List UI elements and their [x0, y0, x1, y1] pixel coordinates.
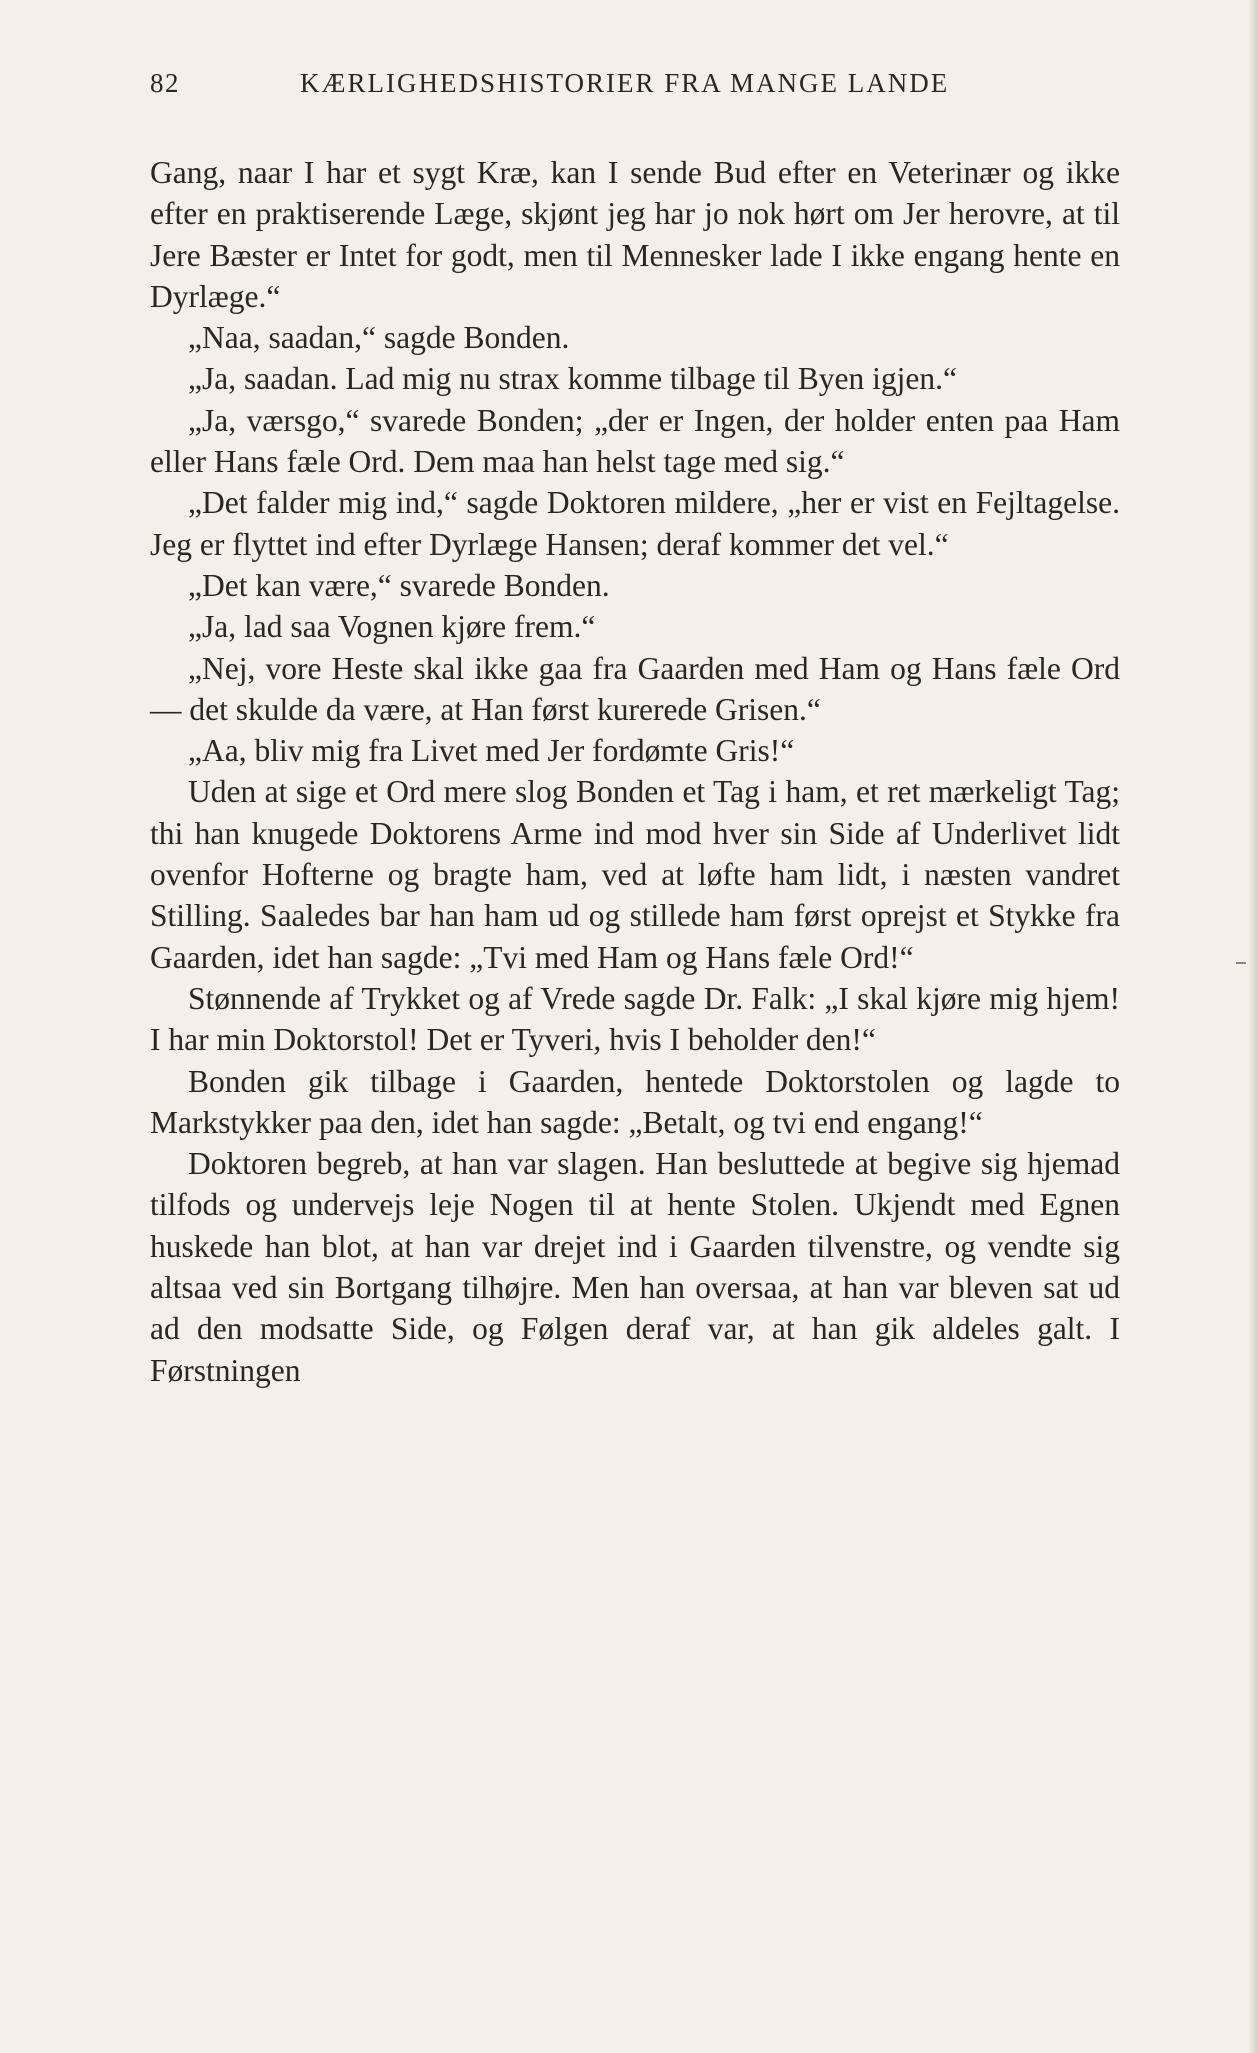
paragraph: „Ja, værsgo,“ svarede Bonden; „der er Ingen, der holder enten paa Ham eller Hans fæle Ord. Dem maa han helst tage med sig.“ [150, 402, 1120, 480]
paragraph: „Ja, saadan. Lad mig nu strax komme tilbage til Byen igjen.“ [188, 361, 957, 397]
paragraph: Uden at sige et Ord mere slog Bonden et Tag i ham, et ret mærkeligt Tag; thi han knugede Doktorens Arme ind mod hver sin Side af Underlivet lidt ovenfor Hofterne og bragte ham, ved at løfte ham lidt, i næsten vandret Stilling. Saaledes bar han ham ud og stillede ham først oprejst et Stykke fra Gaarden, idet han sagde: „Tvi med Ham og Hans fæle Ord!“ [150, 774, 1120, 975]
paragraph: „Det falder mig ind,“ sagde Doktoren mildere, „her er vist en Fejltagelse. Jeg er flyttet ind efter Dyrlæge Hansen; deraf kommer det vel.“ [150, 485, 1120, 562]
running-title: KÆRLIGHEDSHISTORIER FRA MANGE LANDE [300, 68, 950, 98]
body-text [150, 152, 1120, 1391]
page-number: 82 [150, 68, 180, 98]
margin-mark [1236, 962, 1246, 964]
paragraph: Bonden gik tilbage i Gaarden, hentede Doktorstolen og lagde to Markstykker paa den, idet han sagde: „Betalt, og tvi end engang!“ [150, 1063, 1120, 1140]
paragraph: Gang, naar I har et sygt Kræ, kan I sende Bud efter en Veterinær og ikke efter en praktiserende Læge, skjønt jeg har jo nok hørt om Jer herovre, at til Jere Bæster er Intet for godt, men til Mennesker lade I ikke engang hente en Dyrlæge.“ [150, 155, 1120, 314]
page-header [150, 68, 1120, 104]
paragraph: „Det kan være,“ svarede Bonden. [188, 567, 610, 603]
paragraph: „Nej, vore Heste skal ikke gaa fra Gaarden med Ham og Hans fæle Ord — det skulde da være, at Han først kurerede Grisen.“ [150, 650, 1120, 727]
paragraph: Doktoren begreb, at han var slagen. Han besluttede at begive sig hjemad tilfods og undervejs leje Nogen til at hente Stolen. Ukjendt med Egnen huskede han blot, at han var drejet ind i Gaarden tilvenstre, og vendte sig altsaa ved sin Bortgang tilhøjre. Men han oversaa, at han var bleven sat ud ad den modsatte Side, og Følgen deraf var, at han gik aldeles galt. I Førstningen [150, 1146, 1120, 1388]
page-edge-shadow [1248, 0, 1258, 2053]
paragraph: „Aa, bliv mig fra Livet med Jer fordømte Gris!“ [188, 733, 795, 769]
paragraph: Stønnende af Trykket og af Vrede sagde Dr. Falk: „I skal kjøre mig hjem! I har min Doktorstol! Det er Tyveri, hvis I beholder den!“ [150, 980, 1120, 1058]
paragraph: „Ja, lad saa Vognen kjøre frem.“ [188, 609, 596, 645]
paragraph: „Naa, saadan,“ sagde Bonden. [188, 320, 570, 356]
